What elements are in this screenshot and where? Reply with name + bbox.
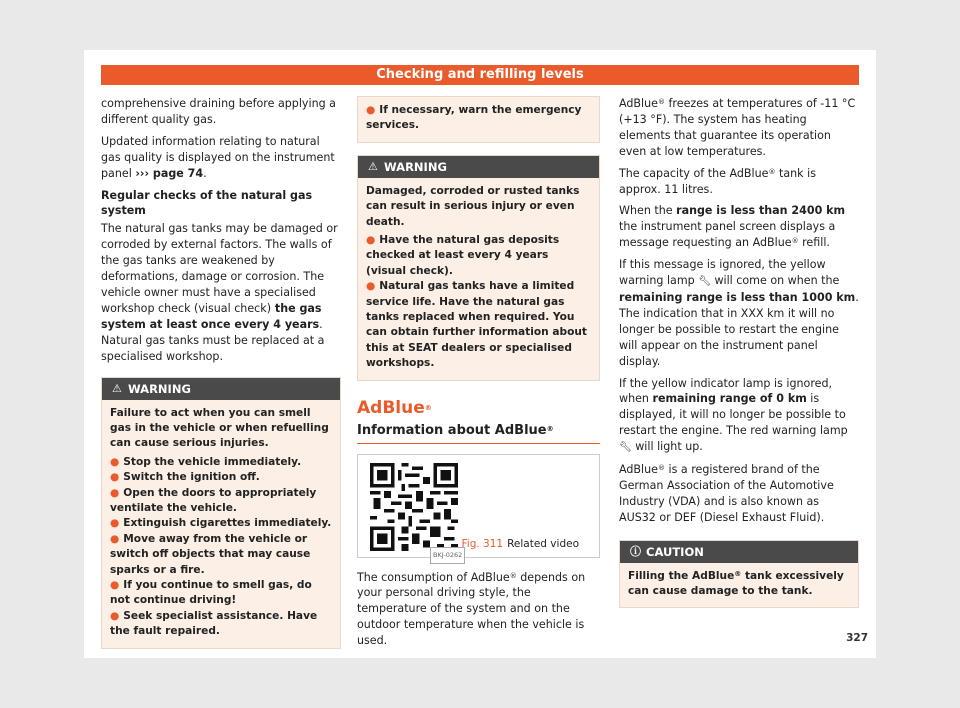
section-title: AdBlue® — [357, 397, 432, 418]
figure-video[interactable] — [357, 454, 600, 558]
warning-lamp-icon: 🔧︎ — [698, 276, 711, 288]
caution-body: Filling the AdBlue® tank excessively can cause damage to the tank. — [628, 569, 844, 598]
list-item: ● Stop the vehicle immediately. — [110, 455, 302, 468]
warning-lamp-icon: 🔧︎ — [619, 442, 632, 454]
caution-box — [619, 540, 859, 609]
page-header: Checking and refilling levels — [101, 65, 859, 85]
list-item: ● Move away from the vehicle or switch off objects that may cause sparks or a fire. — [110, 532, 311, 576]
paragraph: Updated information relating to natural gas quality is displayed on the instrument panel ››› page 74. — [101, 134, 335, 180]
subsection-title: Information about AdBlue® — [357, 422, 554, 438]
figure-code: BKJ-0262 — [430, 547, 465, 565]
divider — [357, 443, 600, 444]
list-item: ● If necessary, warn the emergency services. — [366, 104, 582, 132]
paragraph: AdBlue® is a registered brand of the German Association of the Automotive Industry (VDA) and is also known as AUS32 or DEF (Diesel Exhaust Fluid). — [619, 463, 834, 524]
qr-code-icon[interactable] — [370, 463, 458, 551]
paragraph: comprehensive draining before applying a different quality gas. — [101, 97, 336, 126]
list-item: ● Extinguish cigarettes immediately. — [110, 517, 332, 530]
column-3 — [619, 96, 859, 608]
column-2 — [357, 96, 600, 655]
page-reference-link[interactable]: ››› page 74 — [135, 166, 204, 180]
list-item: ● Natural gas tanks have a limited service life. Have the natural gas tanks replaced when required. You can obtain further information about this at SEAT dealers or specialised workshops. — [366, 280, 587, 370]
paragraph: The capacity of the AdBlue® tank is approx. 11 litres. — [619, 166, 816, 196]
warning-body: Failure to act when you can smell gas in the vehicle or when refuelling can cause serious injuries. ● Stop the vehicle immediately. ● Switch the ignition off. ● Open the doors to appropriately ventilate the vehicle. ● Extinguish cigarettes immediately. ● Move away from the vehicle or switch off objects that may cause sparks or a fire. ● If you continue to smell gas, do not continue driving! ● Seek specialist assistance. Have the fault repaired. — [102, 400, 340, 648]
list-item: ● If you continue to smell gas, do not continue driving! — [110, 578, 312, 607]
column-1 — [101, 96, 341, 649]
warning-body: Damaged, corroded or rusted tanks can result in serious injury or even death. ● Have the natural gas deposits checked at least every 4 years (visual check). ● Natural gas tanks have a limited service life. Have the natural gas tanks replaced when required. You can obtain further information about this at SEAT dealers or specialised workshops. — [358, 178, 599, 380]
warning-box — [101, 377, 341, 649]
paragraph: If this message is ignored, the yellow warning lamp 🔧︎ will come on when the remaining range is less than 1000 km. The indication that in XXX km it will no longer be possible to restart the engine will appear on the instrument panel display. — [619, 258, 859, 368]
caution-header: ⓘ CAUTION — [620, 541, 858, 563]
list-item: ● Have the natural gas deposits checked at least every 4 years (visual check). — [366, 234, 560, 277]
warning-box — [357, 155, 600, 381]
info-circle-icon: ⓘ — [630, 544, 641, 558]
warning-triangle-icon: ⚠ — [368, 159, 378, 173]
paragraph: The consumption of AdBlue® depends on your personal driving style, the temperature of the system and on the outdoor temperature when the vehicle is used. — [357, 570, 586, 648]
list-item: ● Open the doors to appropriately ventilate the vehicle. — [110, 486, 317, 514]
continued-warning-box — [357, 96, 600, 143]
paragraph: The natural gas tanks may be damaged or corroded by external factors. The walls of the gas tanks are weakened by deformations, damage or corrosion. The vehicle owner must have a specialised workshop check (visual check) the gas system at least once every 4 years. Natural gas tanks must be replaced at a specialised workshop. — [101, 222, 338, 363]
section-heading: Regular checks of the natural gas system — [101, 188, 313, 218]
warning-triangle-icon: ⚠ — [112, 381, 122, 395]
paragraph: AdBlue® freezes at temperatures of -11 °C (+13 °F). The system has heating elements that guarantee its operation even at low temperatures. — [619, 97, 856, 158]
warning-header: ⚠ WARNING — [358, 156, 599, 178]
page-number: 327 — [846, 632, 868, 644]
list-item: ● Seek specialist assistance. Have the fault repaired. — [110, 609, 318, 638]
figure-caption: Fig. 311 Related video — [461, 537, 579, 550]
list-item: ● Switch the ignition off. — [110, 471, 260, 484]
paragraph: If the yellow indicator lamp is ignored, when remaining range of 0 km is displayed, it will no longer be possible to restart the engine. The red warning lamp 🔧︎ will light up. — [619, 376, 859, 457]
warning-header: ⚠ WARNING — [102, 378, 340, 400]
paragraph: When the range is less than 2400 km the instrument panel screen displays a message requesting an AdBlue® refill. — [619, 204, 846, 250]
